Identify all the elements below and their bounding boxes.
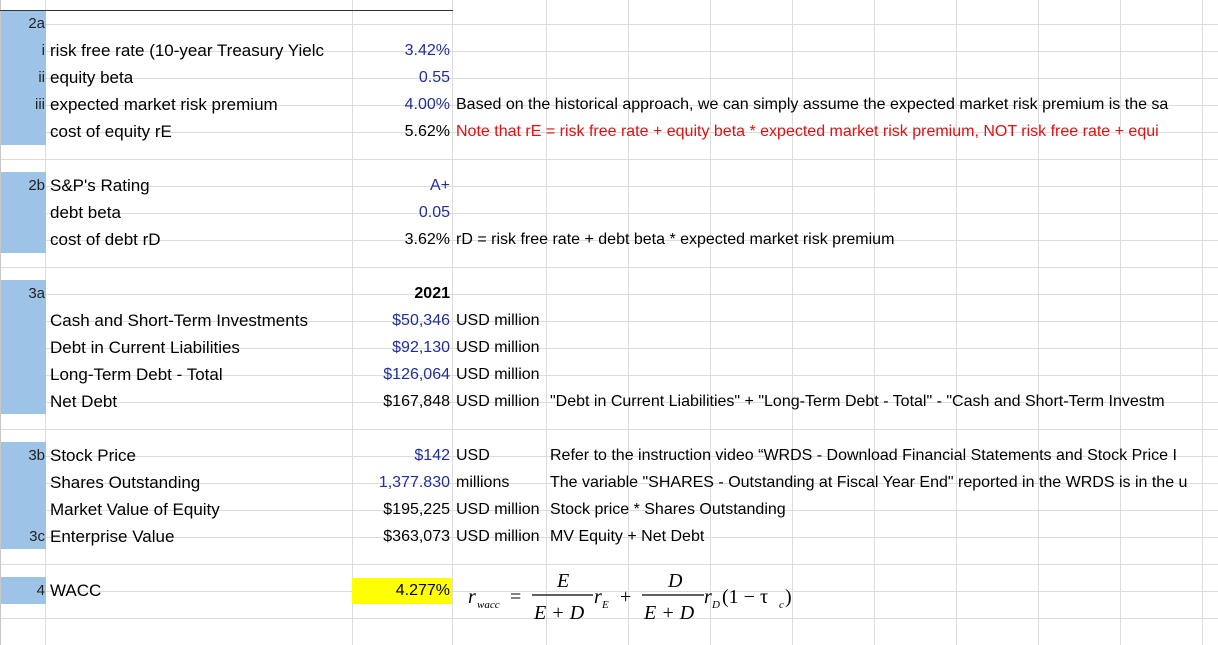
mrp-value[interactable]: 4.00% <box>404 96 450 113</box>
formula-lhs-sub: wacc <box>477 599 500 611</box>
price-value[interactable]: $142 <box>414 447 450 464</box>
formula-rD: r <box>704 586 712 608</box>
ev-label[interactable]: Enterprise Value <box>50 527 175 546</box>
mrp-label[interactable]: expected market risk premium <box>50 95 278 114</box>
section-marker: 3c <box>29 528 45 545</box>
re-value[interactable]: 5.62% <box>404 123 450 140</box>
section-marker: 4 <box>36 582 45 599</box>
debt-cl-value[interactable]: $92,130 <box>392 339 450 356</box>
formula-E: E <box>557 570 570 592</box>
re-label[interactable]: cost of equity rE <box>50 122 172 141</box>
shares-unit[interactable]: millions <box>456 474 510 491</box>
beta-value[interactable]: 0.55 <box>418 69 450 86</box>
mve-label[interactable]: Market Value of Equity <box>50 500 220 519</box>
item-marker: ii <box>38 69 45 86</box>
formula-rD-sub: D <box>712 599 720 611</box>
formula-tail: (1 − τ <box>722 586 768 608</box>
formula-D: D <box>668 570 683 592</box>
rating-label[interactable]: S&P's Rating <box>50 176 150 195</box>
debt-beta-label[interactable]: debt beta <box>50 203 121 222</box>
wacc-value[interactable]: 4.277% <box>395 582 450 599</box>
net-debt-unit[interactable]: USD million <box>456 393 540 410</box>
section-marker: 3b <box>28 447 45 464</box>
shares-label[interactable]: Shares Outstanding <box>50 473 201 492</box>
rd-label[interactable]: cost of debt rD <box>50 230 161 249</box>
rd-value[interactable]: 3.62% <box>404 231 450 248</box>
item-marker: iii <box>35 96 45 113</box>
mrp-note[interactable]: Based on the historical approach, we can simply assume the expected market risk premium is the sa <box>456 96 1169 113</box>
re-note[interactable]: Note that rE = risk free rate + equity beta * expected market risk premium, NOT risk free rate + equi <box>456 123 1159 140</box>
section-marker: 3a <box>28 285 45 302</box>
ev-note[interactable]: MV Equity + Net Debt <box>550 528 705 545</box>
shares-value[interactable]: 1,377.830 <box>378 474 450 491</box>
net-debt-value[interactable]: $167,848 <box>383 393 450 410</box>
formula-denominator: E + D <box>644 602 695 624</box>
debt-cl-label[interactable]: Debt in Current Liabilities <box>50 338 240 357</box>
shares-note[interactable]: The variable "SHARES - Outstanding at Fiscal Year End" reported in the WRDS is in the u <box>550 474 1188 491</box>
wacc-label[interactable]: WACC <box>50 581 102 600</box>
formula-rE-sub: E <box>602 599 609 611</box>
mve-note[interactable]: Stock price * Shares Outstanding <box>550 501 786 518</box>
formula-plus: + <box>620 586 632 608</box>
price-unit[interactable]: USD <box>456 447 490 464</box>
cash-value[interactable]: $50,346 <box>392 312 450 329</box>
rd-note[interactable]: rD = risk free rate + debt beta * expected market risk premium <box>456 231 895 248</box>
ev-unit[interactable]: USD million <box>456 528 540 545</box>
net-debt-label[interactable]: Net Debt <box>50 392 118 411</box>
formula-rE: r <box>594 586 602 608</box>
formula-lhs: r <box>468 586 476 608</box>
price-note[interactable]: Refer to the instruction video “WRDS - Download Financial Statements and Stock Price I <box>550 447 1177 464</box>
rf-label[interactable]: risk free rate (10-year Treasury Yielc <box>50 41 324 60</box>
year-header[interactable]: 2021 <box>414 285 450 302</box>
price-label[interactable]: Stock Price <box>50 446 136 465</box>
cash-label[interactable]: Cash and Short-Term Investments <box>50 311 308 330</box>
cash-unit[interactable]: USD million <box>456 312 540 329</box>
rf-value[interactable]: 3.42% <box>404 42 450 59</box>
debt-beta-value[interactable]: 0.05 <box>418 204 450 221</box>
net-debt-note[interactable]: "Debt in Current Liabilities" + "Long-Term Debt - Total" - "Cash and Short-Term Investm <box>550 393 1165 410</box>
debt-cl-unit[interactable]: USD million <box>456 339 540 356</box>
wacc-formula-image[interactable] <box>468 567 798 631</box>
beta-label[interactable]: equity beta <box>50 68 134 87</box>
section-marker: 2a <box>28 15 45 32</box>
table-top-border <box>0 10 453 11</box>
ltd-label[interactable]: Long-Term Debt - Total <box>50 365 223 384</box>
mve-value[interactable]: $195,225 <box>383 501 450 518</box>
formula-tail-sub: c <box>779 599 784 611</box>
mve-unit[interactable]: USD million <box>456 501 540 518</box>
ev-value[interactable]: $363,073 <box>383 528 450 545</box>
section-marker: 2b <box>28 177 45 194</box>
ltd-value[interactable]: $126,064 <box>383 366 450 383</box>
item-marker: i <box>41 42 45 59</box>
formula-denominator: E + D <box>534 602 585 624</box>
formula-close: ) <box>785 586 792 608</box>
rating-value[interactable]: A+ <box>429 177 450 194</box>
ltd-unit[interactable]: USD million <box>456 366 540 383</box>
formula-equals: = <box>510 586 522 608</box>
